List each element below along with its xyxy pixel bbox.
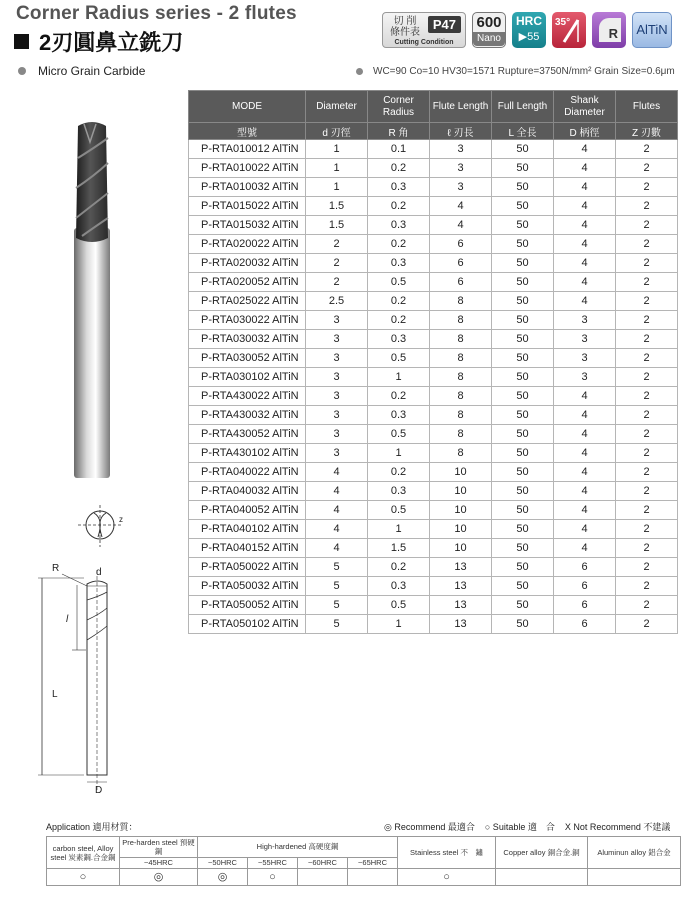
cell-corner-radius: 0.2 <box>368 463 430 482</box>
application-legend <box>384 820 670 833</box>
cell-diameter: 1 <box>306 178 368 197</box>
cell-diameter: 3 <box>306 311 368 330</box>
cell-flute-length: 6 <box>430 254 492 273</box>
table-row <box>189 330 678 349</box>
spec-table <box>188 90 678 634</box>
cell-full-length: 50 <box>492 520 554 539</box>
cell-full-length: 50 <box>492 330 554 349</box>
cell-model: P-RTA015022 AlTiN <box>189 197 306 216</box>
material-high-hardened: High-hardened 高硬度鋼 <box>198 837 398 858</box>
cell-diameter: 3 <box>306 330 368 349</box>
cell-flute-length: 8 <box>430 330 492 349</box>
cell-full-length: 50 <box>492 273 554 292</box>
cell-model: P-RTA040152 AlTiN <box>189 539 306 558</box>
table-row <box>189 520 678 539</box>
cell-corner-radius: 0.3 <box>368 216 430 235</box>
cell-model: P-RTA050102 AlTiN <box>189 615 306 634</box>
cell-flute-length: 6 <box>430 235 492 254</box>
table-body <box>189 140 678 634</box>
nano-grain-badge: 600 Nano <box>472 12 506 48</box>
cell-flute-length: 8 <box>430 292 492 311</box>
cell-model: P-RTA040022 AlTiN <box>189 463 306 482</box>
spec-line: WC=90 Co=10 HV30=1571 Rupture=3750N/mm² Grain Size=0.6μm <box>356 66 675 77</box>
cell-corner-radius: 0.5 <box>368 501 430 520</box>
cell-model: P-RTA430022 AlTiN <box>189 387 306 406</box>
hrc-range-55: ~55HRC <box>248 857 298 868</box>
cell-flutes: 2 <box>616 159 678 178</box>
table-row <box>189 406 678 425</box>
col-mode: MODE <box>189 91 306 123</box>
material-carbon-steel: carbon steel, Alloy steel 炭素鋼.合金鋼 <box>47 837 120 869</box>
cell-flute-length: 3 <box>430 140 492 159</box>
cell-shank-diameter: 4 <box>554 292 616 311</box>
subhead-corner-radius: R 角 <box>368 123 430 140</box>
table-row <box>189 273 678 292</box>
cell-full-length: 50 <box>492 482 554 501</box>
material-aluminum: Aluminun alloy 鋁合金 <box>588 837 681 869</box>
table-subheader-row <box>189 123 678 140</box>
col-flutes: Flutes <box>616 91 678 123</box>
cell-full-length: 50 <box>492 558 554 577</box>
table-row <box>189 216 678 235</box>
cell-shank-diameter: 4 <box>554 254 616 273</box>
application-label: Application 適用材質： <box>46 822 138 832</box>
cell-flute-length: 8 <box>430 311 492 330</box>
label-l: l <box>66 614 69 625</box>
cell-corner-radius: 0.2 <box>368 159 430 178</box>
cell-full-length: 50 <box>492 140 554 159</box>
cell-model: P-RTA030052 AlTiN <box>189 349 306 368</box>
table-row <box>189 577 678 596</box>
cell-flute-length: 10 <box>430 539 492 558</box>
cell-flutes: 2 <box>616 425 678 444</box>
cell-shank-diameter: 6 <box>554 577 616 596</box>
cell-full-length: 50 <box>492 463 554 482</box>
cell-diameter: 3 <box>306 349 368 368</box>
cell-flute-length: 10 <box>430 520 492 539</box>
cell-flute-length: 3 <box>430 178 492 197</box>
table-row <box>189 558 678 577</box>
table-row <box>189 482 678 501</box>
cell-diameter: 2.5 <box>306 292 368 311</box>
cell-full-length: 50 <box>492 577 554 596</box>
cell-full-length: 50 <box>492 501 554 520</box>
cell-diameter: 5 <box>306 577 368 596</box>
suitability-mark: ○ <box>398 869 496 886</box>
cell-full-length: 50 <box>492 178 554 197</box>
cutting-grade: P47 <box>428 16 461 33</box>
cell-diameter: 1.5 <box>306 197 368 216</box>
cell-model: P-RTA050052 AlTiN <box>189 596 306 615</box>
cell-corner-radius: 1 <box>368 444 430 463</box>
cell-diameter: 5 <box>306 558 368 577</box>
cell-corner-radius: 0.2 <box>368 311 430 330</box>
cell-diameter: 5 <box>306 596 368 615</box>
cell-corner-radius: 0.3 <box>368 330 430 349</box>
application-table <box>46 836 681 886</box>
cell-corner-radius: 0.3 <box>368 482 430 501</box>
cell-corner-radius: 1 <box>368 615 430 634</box>
cell-diameter: 2 <box>306 254 368 273</box>
cell-model: P-RTA025022 AlTiN <box>189 292 306 311</box>
tool-end-view-diagram <box>70 505 140 565</box>
cell-flute-length: 3 <box>430 159 492 178</box>
suitability-mark <box>298 869 348 886</box>
cell-flutes: 2 <box>616 501 678 520</box>
label-R: R <box>52 563 60 574</box>
suitability-row <box>47 869 681 886</box>
cell-shank-diameter: 4 <box>554 425 616 444</box>
cell-shank-diameter: 3 <box>554 311 616 330</box>
cell-diameter: 4 <box>306 539 368 558</box>
cell-model: P-RTA015032 AlTiN <box>189 216 306 235</box>
legend-suitable: ○ Suitable 適 合 <box>484 822 555 832</box>
cell-model: P-RTA030032 AlTiN <box>189 330 306 349</box>
cell-flute-length: 8 <box>430 425 492 444</box>
cell-full-length: 50 <box>492 197 554 216</box>
cell-flutes: 2 <box>616 273 678 292</box>
cell-full-length: 50 <box>492 216 554 235</box>
tool-dimension-diagram <box>34 560 134 800</box>
legend-not-recommend: X Not Recommend 不建議 <box>564 822 671 832</box>
cell-shank-diameter: 3 <box>554 330 616 349</box>
subhead-full-length: L 全長 <box>492 123 554 140</box>
cell-model: P-RTA030022 AlTiN <box>189 311 306 330</box>
cell-flute-length: 4 <box>430 216 492 235</box>
table-row <box>189 254 678 273</box>
table-row <box>189 235 678 254</box>
cell-corner-radius: 0.5 <box>368 349 430 368</box>
col-full-length: Full Length <box>492 91 554 123</box>
cell-corner-radius: 0.3 <box>368 254 430 273</box>
cell-corner-radius: 1 <box>368 368 430 387</box>
table-row <box>189 159 678 178</box>
cell-shank-diameter: 4 <box>554 501 616 520</box>
cell-diameter: 3 <box>306 406 368 425</box>
label-z: z <box>119 515 123 524</box>
cell-flutes: 2 <box>616 216 678 235</box>
material-copper: Copper alloy 銅合金.銅 <box>496 837 588 869</box>
cell-model: P-RTA010012 AlTiN <box>189 140 306 159</box>
cell-diameter: 3 <box>306 425 368 444</box>
cell-diameter: 3 <box>306 368 368 387</box>
cell-corner-radius: 0.2 <box>368 235 430 254</box>
cell-diameter: 3 <box>306 444 368 463</box>
preharden-range: ~45HRC <box>120 857 198 868</box>
cell-flute-length: 8 <box>430 387 492 406</box>
suitability-mark: ○ <box>248 869 298 886</box>
cell-diameter: 5 <box>306 615 368 634</box>
cell-flutes: 2 <box>616 482 678 501</box>
cell-flutes: 2 <box>616 539 678 558</box>
col-shank-diameter: Shank Diameter <box>554 91 616 123</box>
cell-shank-diameter: 4 <box>554 140 616 159</box>
table-row <box>189 425 678 444</box>
cell-model: P-RTA040102 AlTiN <box>189 520 306 539</box>
cell-model: P-RTA030102 AlTiN <box>189 368 306 387</box>
cell-corner-radius: 1.5 <box>368 539 430 558</box>
cell-corner-radius: 0.2 <box>368 197 430 216</box>
cell-shank-diameter: 6 <box>554 596 616 615</box>
cell-full-length: 50 <box>492 159 554 178</box>
cell-full-length: 50 <box>492 292 554 311</box>
label-D: D <box>95 785 103 796</box>
suitability-mark <box>348 869 398 886</box>
cutting-condition-badge[interactable] <box>382 12 466 48</box>
cutting-condition-jp: 切 削 條件表 <box>390 16 420 38</box>
cell-diameter: 1 <box>306 159 368 178</box>
cell-full-length: 50 <box>492 425 554 444</box>
cell-model: P-RTA010032 AlTiN <box>189 178 306 197</box>
table-row <box>189 463 678 482</box>
cell-flute-length: 13 <box>430 577 492 596</box>
cell-flutes: 2 <box>616 178 678 197</box>
cell-flutes: 2 <box>616 311 678 330</box>
spec-badges <box>382 12 672 48</box>
helix-angle-badge: 35° <box>552 12 586 48</box>
cell-shank-diameter: 3 <box>554 368 616 387</box>
cell-flutes: 2 <box>616 596 678 615</box>
cell-diameter: 4 <box>306 482 368 501</box>
cell-corner-radius: 0.5 <box>368 425 430 444</box>
cell-shank-diameter: 4 <box>554 444 616 463</box>
suitability-mark <box>588 869 681 886</box>
cell-shank-diameter: 4 <box>554 235 616 254</box>
cell-diameter: 4 <box>306 501 368 520</box>
cell-model: P-RTA020022 AlTiN <box>189 235 306 254</box>
cell-model: P-RTA020032 AlTiN <box>189 254 306 273</box>
cell-shank-diameter: 4 <box>554 539 616 558</box>
hrc-badge: HRC ▶55 <box>512 12 546 48</box>
cell-flute-length: 13 <box>430 615 492 634</box>
cell-corner-radius: 0.5 <box>368 273 430 292</box>
cell-shank-diameter: 4 <box>554 159 616 178</box>
suitability-mark <box>496 869 588 886</box>
page-title-text: 2刃圓鼻立銑刀 <box>39 30 184 55</box>
cell-full-length: 50 <box>492 254 554 273</box>
cell-corner-radius: 0.3 <box>368 178 430 197</box>
cell-corner-radius: 0.2 <box>368 387 430 406</box>
cell-flutes: 2 <box>616 387 678 406</box>
cell-model: P-RTA040032 AlTiN <box>189 482 306 501</box>
suitability-mark: ◎ <box>120 869 198 886</box>
cell-shank-diameter: 3 <box>554 349 616 368</box>
cell-full-length: 50 <box>492 539 554 558</box>
coating-badge: AlTiN <box>632 12 672 48</box>
bullet-icon <box>356 68 363 75</box>
cell-diameter: 4 <box>306 520 368 539</box>
cell-model: P-RTA430102 AlTiN <box>189 444 306 463</box>
cell-shank-diameter: 4 <box>554 273 616 292</box>
cell-diameter: 4 <box>306 463 368 482</box>
cell-flute-length: 10 <box>430 482 492 501</box>
table-row <box>189 444 678 463</box>
hrc-range-60: ~60HRC <box>298 857 348 868</box>
table-row <box>189 539 678 558</box>
col-corner-radius: Corner Radius <box>368 91 430 123</box>
cell-flute-length: 10 <box>430 501 492 520</box>
cell-flute-length: 8 <box>430 368 492 387</box>
table-row <box>189 178 678 197</box>
cell-flutes: 2 <box>616 330 678 349</box>
subhead-mode: 型號 <box>189 123 306 140</box>
cell-shank-diameter: 4 <box>554 482 616 501</box>
cell-full-length: 50 <box>492 596 554 615</box>
cell-model: P-RTA050022 AlTiN <box>189 558 306 577</box>
table-row <box>189 140 678 159</box>
cell-full-length: 50 <box>492 406 554 425</box>
table-row <box>189 292 678 311</box>
material-preharden: Pre-harden steel 預硬鋼 <box>120 837 198 858</box>
cell-model: P-RTA020052 AlTiN <box>189 273 306 292</box>
cell-flute-length: 10 <box>430 463 492 482</box>
cell-shank-diameter: 4 <box>554 387 616 406</box>
cell-flutes: 2 <box>616 235 678 254</box>
cell-full-length: 50 <box>492 235 554 254</box>
cell-diameter: 2 <box>306 235 368 254</box>
cell-shank-diameter: 6 <box>554 615 616 634</box>
cell-shank-diameter: 4 <box>554 178 616 197</box>
cell-flute-length: 13 <box>430 558 492 577</box>
suitability-mark: ○ <box>47 869 120 886</box>
cell-flutes: 2 <box>616 349 678 368</box>
series-title: Corner Radius series - 2 flutes <box>16 3 297 24</box>
cell-corner-radius: 0.3 <box>368 406 430 425</box>
cell-flutes: 2 <box>616 577 678 596</box>
helix-angle-icon <box>552 12 586 48</box>
legend-recommend: ◎ Recommend 最適合 <box>384 822 475 832</box>
cell-full-length: 50 <box>492 387 554 406</box>
cell-full-length: 50 <box>492 368 554 387</box>
material-stainless: Stainless steel 不 鏽 <box>398 837 496 869</box>
cell-model: P-RTA050032 AlTiN <box>189 577 306 596</box>
cell-diameter: 3 <box>306 387 368 406</box>
suitability-mark: ◎ <box>198 869 248 886</box>
cell-diameter: 2 <box>306 273 368 292</box>
cell-diameter: 1.5 <box>306 216 368 235</box>
bullet-icon <box>18 67 26 75</box>
cell-corner-radius: 0.3 <box>368 577 430 596</box>
cell-flutes: 2 <box>616 406 678 425</box>
cell-flute-length: 4 <box>430 197 492 216</box>
table-row <box>189 311 678 330</box>
cell-shank-diameter: 4 <box>554 406 616 425</box>
subhead-diameter: d 刃徑 <box>306 123 368 140</box>
cell-model: P-RTA430052 AlTiN <box>189 425 306 444</box>
cell-model: P-RTA040052 AlTiN <box>189 501 306 520</box>
cell-flutes: 2 <box>616 463 678 482</box>
corner-radius-badge: R <box>592 12 626 48</box>
cell-flute-length: 8 <box>430 444 492 463</box>
cell-shank-diameter: 6 <box>554 558 616 577</box>
cell-flutes: 2 <box>616 197 678 216</box>
table-header-row <box>189 91 678 123</box>
page-title <box>14 26 183 57</box>
cell-flutes: 2 <box>616 140 678 159</box>
cell-flutes: 2 <box>616 254 678 273</box>
cell-model: P-RTA430032 AlTiN <box>189 406 306 425</box>
cell-flutes: 2 <box>616 444 678 463</box>
cell-corner-radius: 0.5 <box>368 596 430 615</box>
col-flute-length: Flute Length <box>430 91 492 123</box>
cell-corner-radius: 1 <box>368 520 430 539</box>
cell-shank-diameter: 4 <box>554 520 616 539</box>
cell-full-length: 50 <box>492 615 554 634</box>
table-row <box>189 349 678 368</box>
table-row <box>189 501 678 520</box>
cell-corner-radius: 0.1 <box>368 140 430 159</box>
table-row <box>189 387 678 406</box>
cell-full-length: 50 <box>492 444 554 463</box>
hrc-range-50: ~50HRC <box>198 857 248 868</box>
cell-shank-diameter: 4 <box>554 463 616 482</box>
label-L: L <box>52 689 58 700</box>
table-row <box>189 368 678 387</box>
hrc-range-65: ~65HRC <box>348 857 398 868</box>
cell-full-length: 50 <box>492 311 554 330</box>
material-line: Micro Grain Carbide <box>18 64 145 78</box>
cell-flutes: 2 <box>616 615 678 634</box>
table-row <box>189 197 678 216</box>
cell-shank-diameter: 4 <box>554 197 616 216</box>
cell-shank-diameter: 4 <box>554 216 616 235</box>
cell-flutes: 2 <box>616 520 678 539</box>
cell-model: P-RTA010022 AlTiN <box>189 159 306 178</box>
cell-corner-radius: 0.2 <box>368 292 430 311</box>
table-row <box>189 596 678 615</box>
cell-corner-radius: 0.2 <box>368 558 430 577</box>
subhead-shank-diameter: D 柄徑 <box>554 123 616 140</box>
cell-flutes: 2 <box>616 292 678 311</box>
cell-diameter: 1 <box>306 140 368 159</box>
cell-flute-length: 8 <box>430 406 492 425</box>
end-mill-photo <box>62 118 122 478</box>
subhead-flutes: Z 刃數 <box>616 123 678 140</box>
cell-flute-length: 8 <box>430 349 492 368</box>
cell-flute-length: 13 <box>430 596 492 615</box>
title-square-icon <box>14 34 29 49</box>
cell-full-length: 50 <box>492 349 554 368</box>
cell-flute-length: 6 <box>430 273 492 292</box>
cell-flutes: 2 <box>616 558 678 577</box>
cutting-condition-label: Cutting Condition <box>394 39 454 46</box>
col-diameter: Diameter <box>306 91 368 123</box>
table-row <box>189 615 678 634</box>
label-d: d <box>96 567 102 578</box>
subhead-flute-length: ℓ 刃長 <box>430 123 492 140</box>
cell-flutes: 2 <box>616 368 678 387</box>
